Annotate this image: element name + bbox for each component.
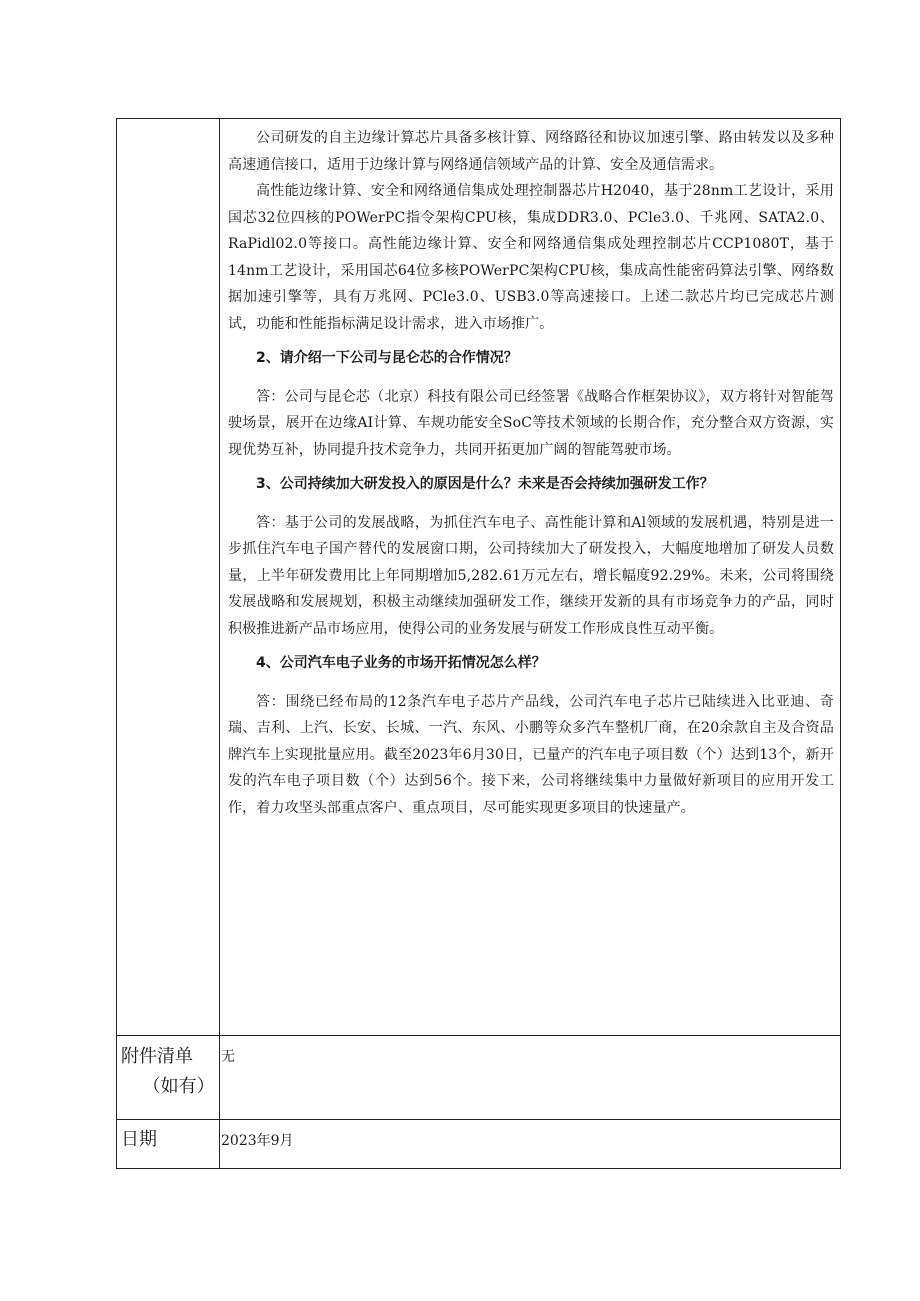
intro-paragraph-2: 高性能边缘计算、安全和网络通信集成处理控制器芯片H2040，基于28nm工艺设计，采用国芯32位四核的POWerPC指令架构CPU核，集成DDR3.0、PCle3.0、千兆网、SATA2.0、RaPidl02.0等接口。高性能边缘计算、安全和网络通信集成处理控制芯片CCP1080T，基于14nm工艺设计，采用国芯64位多核POWerPC架构CPU核，集成高性能密码算法引擎、网络数据加速引擎等，具有万兆网、PCle3.0、USB3.0等高速接口。上述二款芯片均已完成芯片测试，功能和性能指标满足设计需求，进入市场推广。: [228, 183, 834, 332]
intro-paragraph-1: 公司研发的自主边缘计算芯片具备多核计算、网络路径和协议加速引擎、路由转发以及多种高速通信接口，适用于边缘计算与网络通信领域产品的计算、安全及通信需求。: [228, 130, 834, 173]
question-2: 2、请介绍一下公司与昆仑芯的合作情况？: [256, 350, 518, 366]
attachments-label-line1: 附件清单: [121, 1046, 193, 1067]
record-table: [116, 118, 841, 1169]
attachments-row: [117, 1036, 841, 1120]
date-row: [117, 1120, 841, 1169]
date-value: 2023年9月: [220, 1120, 841, 1169]
answer-3: 答：基于公司的发展战略，为抓住汽车电子、高性能计算和Al领域的发展机遇，特别是进一步抓住汽车电子国产替代的发展窗口期，公司持续加大了研发投入，大幅度地增加了研发人员数量，上半年研发费用比上年同期增加5,282.61万元左右，增长幅度92.29%。未来，公司将围绕发展战略和发展规划，积极主动继续加强研发工作，继续开发新的具有市场竞争力的产品，同时积极推进新产品市场应用，使得公司的业务发展与研发工作形成良性互动平衡。: [228, 514, 834, 637]
date-label: 日期: [117, 1120, 220, 1169]
content-row: [117, 119, 841, 1036]
attachments-label-line2: （如有）: [142, 1076, 215, 1097]
question-3: 3、公司持续加大研发投入的原因是什么？未来是否会持续加强研发工作？: [256, 476, 714, 492]
attachments-value: 无: [220, 1036, 841, 1120]
content-cell: [220, 119, 841, 1036]
answer-4: 答：围绕已经布局的12条汽车电子芯片产品线，公司汽车电子芯片已陆续进入比亚迪、奇瑞、吉利、上汽、长安、长城、一汽、东风、小鹏等众多汽车整机厂商，在20余款自主及合资品牌汽车上实现批量应用。截至2023年6月30日，已量产的汽车电子项目数（个）达到13个，新开发的汽车电子项目数（个）达到56个。接下来，公司将继续集中力量做好新项目的应用开发工作，着力攻坚头部重点客户、重点项目，尽可能实现更多项目的快速量产。: [228, 693, 834, 816]
question-4: 4、公司汽车电子业务的市场开拓情况怎么样？: [256, 655, 546, 671]
answer-2: 答：公司与昆仑芯（北京）科技有限公司已经签署《战略合作框架协议》，双方将针对智能驾驶场景，展开在边缘AI计算、车规功能安全SoC等技术领域的长期合作，充分整合双方资源，实现优势互补，协同提升技术竞争力，共同开拓更加广阔的智能驾驶市场。: [228, 388, 834, 458]
attachments-label: [117, 1036, 220, 1120]
content-row-label-cell: [117, 119, 220, 1036]
